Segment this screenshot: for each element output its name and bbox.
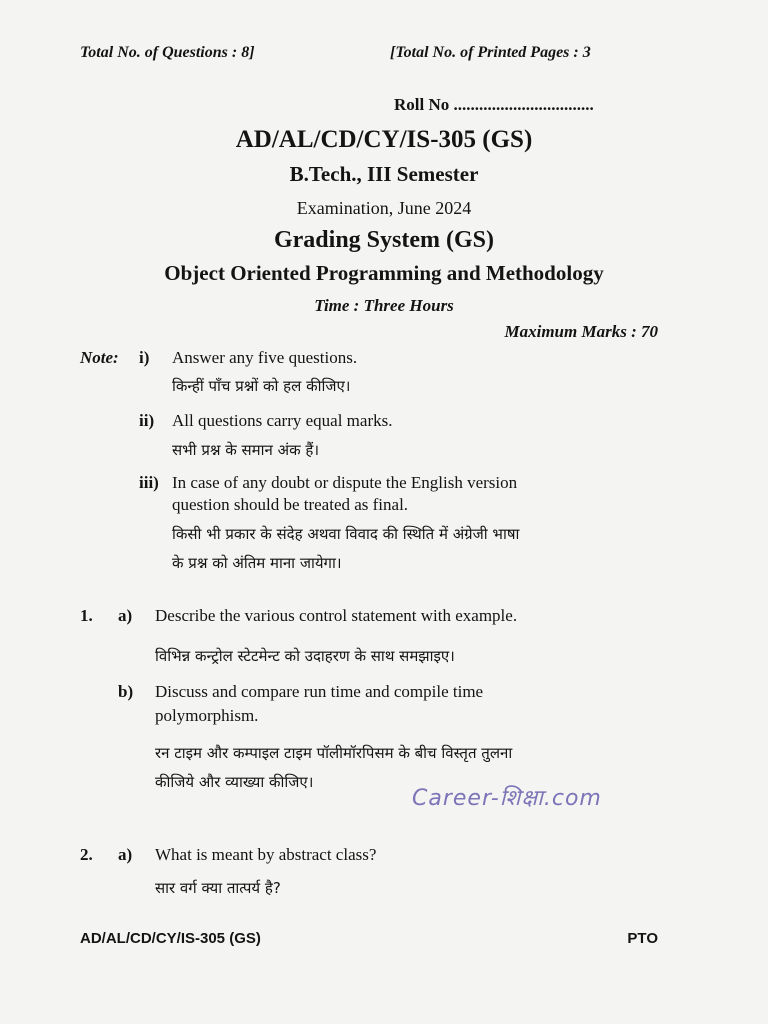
note-item-number: ii) (139, 411, 155, 430)
note-item-text: question should be treated as final. (172, 495, 409, 514)
question-text-hindi: विभिन्न कन्ट्रोल स्टेटमेन्ट को उदाहरण के साथ समझाइए। (155, 647, 455, 665)
total-pages: [Total No. of Printed Pages : 3 (390, 44, 591, 61)
note-item-number: i) (139, 348, 150, 367)
course-name: B.Tech., III Semester (289, 162, 479, 186)
note-item-hindi: किन्हीं पाँच प्रश्नों को हल कीजिए। (172, 377, 351, 395)
question-text: What is meant by abstract class? (155, 845, 377, 864)
question-number: 2. (80, 845, 93, 864)
question-part-label: a) (118, 606, 133, 625)
footer-pto: PTO (627, 930, 658, 947)
subject-title: Object Oriented Programming and Methodology (164, 261, 604, 285)
note-item-hindi: के प्रश्न को अंतिम माना जायेगा। (172, 554, 342, 572)
question-part-label: a) (118, 845, 133, 864)
note-label: Note: (80, 348, 119, 367)
note-item-text: All questions carry equal marks. (172, 411, 393, 430)
total-questions: Total No. of Questions : 8] (80, 44, 255, 61)
note-item-hindi: किसी भी प्रकार के संदेह अथवा विवाद की स्थिति में अंग्रेजी भाषा (172, 525, 520, 543)
footer-paper-code: AD/AL/CD/CY/IS-305 (GS) (80, 930, 261, 947)
note-item-hindi: सभी प्रश्न के समान अंक हैं। (172, 441, 320, 459)
question-text: Describe the various control statement with example. (155, 606, 518, 625)
question-text: Discuss and compare run time and compile time (155, 682, 484, 701)
roll-number-field: Roll No ................................. (394, 95, 594, 114)
question-text-hindi: कीजिये और व्याख्या कीजिए। (155, 773, 314, 791)
question-text-hindi: रन टाइम और कम्पाइल टाइम पॉलीमॉरपिसम के बीच विस्तृत तुलना (155, 744, 513, 762)
note-item-text: Answer any five questions. (172, 348, 358, 367)
grading-system: Grading System (GS) (273, 227, 494, 253)
note-item-number: iii) (139, 473, 159, 492)
question-number: 1. (80, 606, 93, 625)
question-text-hindi: सार वर्ग क्या तात्पर्य है? (155, 879, 281, 897)
note-item-text: In case of any doubt or dispute the English version (172, 473, 518, 492)
examination-date: Examination, June 2024 (296, 198, 472, 218)
watermark: Career-शिक्षा.com (412, 786, 602, 811)
time-allowed: Time : Three Hours (314, 296, 454, 315)
maximum-marks: Maximum Marks : 70 (504, 322, 658, 341)
question-text: polymorphism. (155, 706, 259, 725)
paper-code: AD/AL/CD/CY/IS-305 (GS) (235, 126, 533, 153)
question-part-label: b) (118, 682, 134, 701)
